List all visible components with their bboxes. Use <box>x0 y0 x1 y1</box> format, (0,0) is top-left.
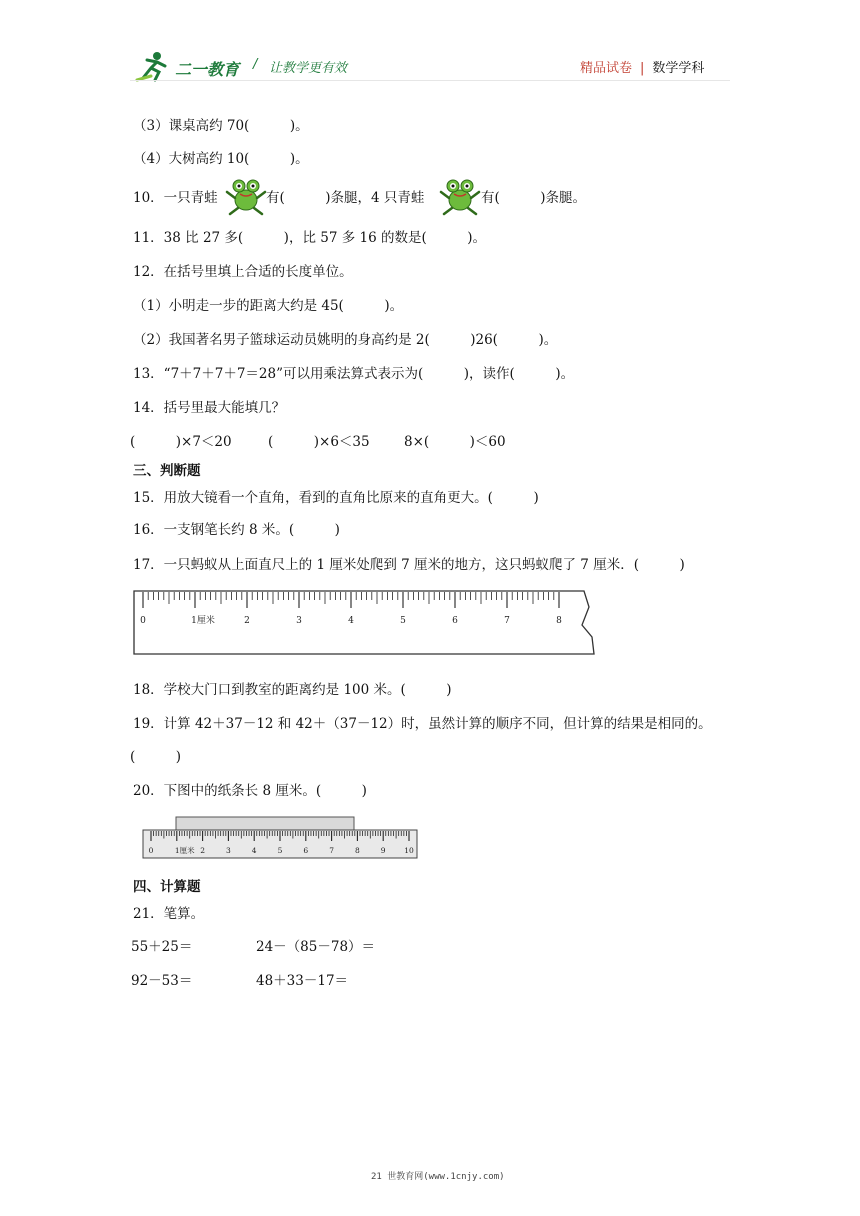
header-divider: | <box>640 61 645 76</box>
q19-answer: ( ) <box>130 749 182 765</box>
ruler-label: 7 <box>329 846 334 855</box>
ruler-label: 6 <box>452 616 458 626</box>
site-logo <box>135 48 385 84</box>
q13: 13．“7＋7＋7＋7＝28”可以用乘法算式表示为( )，读作( )。 <box>133 366 575 382</box>
slogan-divider: / <box>253 57 258 72</box>
calc-item: 55＋25＝ <box>131 939 193 955</box>
ruler-label: 3 <box>296 616 302 626</box>
ruler-label: 5 <box>277 846 283 855</box>
q14-blank-a: ( )×7＜20 <box>130 434 232 450</box>
ruler-label: 10 <box>404 846 414 855</box>
runner-logo-icon <box>135 50 175 82</box>
subject-label: 数学学科 <box>652 61 705 76</box>
q10-part-c: 有( )条腿。 <box>481 190 587 206</box>
ruler-label: 0 <box>140 616 146 626</box>
q9-item-3: （3）课桌高约 70( )。 <box>133 118 309 134</box>
q10-part-a: 10．一只青蛙 <box>133 190 218 206</box>
q14: 14．括号里最大能填几？ <box>133 400 286 416</box>
header-rule <box>130 80 730 81</box>
ruler-label: 2 <box>244 616 250 626</box>
q9-item-4: （4）大树高约 10( )。 <box>133 151 309 167</box>
ruler-label: 8 <box>556 616 562 626</box>
ruler-label: 1厘米 <box>191 616 215 626</box>
ruler-label: 4 <box>348 616 354 626</box>
q11: 11．38 比 27 多( )，比 57 多 16 的数是( )。 <box>133 230 486 246</box>
brand-label: 精品试卷 <box>580 61 633 76</box>
q12-item-2: （2）我国著名男子篮球运动员姚明的身高约是 2( )26( )。 <box>133 332 558 348</box>
q12: 12．在括号里填上合适的长度单位。 <box>133 264 353 280</box>
q12-item-1: （1）小明走一步的距离大约是 45( )。 <box>133 298 404 314</box>
frog-icon <box>224 174 268 216</box>
calc-item: 48＋33－17＝ <box>256 973 349 989</box>
q14-blank-c: 8×( )＜60 <box>404 434 506 450</box>
footer-source: 21 世教育网(www.1cnjy.com) <box>371 1172 505 1182</box>
strip-ruler-figure <box>142 815 420 860</box>
q15: 15．用放大镜看一个直角，看到的直角比原来的直角更大。( ) <box>133 490 539 506</box>
ruler-label: 4 <box>251 846 257 855</box>
ruler-label: 2 <box>200 846 205 855</box>
q20: 20．下图中的纸条长 8 厘米。( ) <box>133 783 367 799</box>
ruler-label: 6 <box>303 846 309 855</box>
ruler-label: 3 <box>226 846 231 855</box>
ruler-label: 0 <box>148 846 154 855</box>
section-title-judgement: 三、判断题 <box>133 463 201 479</box>
q21: 21．笔算。 <box>133 906 205 922</box>
q18: 18．学校大门口到教室的距离约是 100 米。( ) <box>133 682 452 698</box>
ruler-label: 7 <box>504 616 510 626</box>
slogan: 让教学更有效 <box>269 61 348 76</box>
ruler-label: 9 <box>380 846 386 855</box>
ruler-figure <box>133 589 598 656</box>
paper-strip <box>176 817 354 830</box>
q16: 16．一支钢笔长约 8 米。( ) <box>133 522 340 538</box>
q14-blank-b: ( )×6＜35 <box>268 434 370 450</box>
q19: 19．计算 42＋37－12 和 42＋（37－12）时，虽然计算的顺序不同，但计算的结果是相同的。 <box>133 716 712 732</box>
q17: 17．一只蚂蚁从上面直尺上的 1 厘米处爬到 7 厘米的地方，这只蚂蚁爬了 7 厘米．( ) <box>133 557 685 573</box>
ruler-label: 8 <box>355 846 360 855</box>
logo-text: 二一教育 <box>175 60 240 79</box>
ruler-label: 5 <box>400 616 406 626</box>
section-title-calculation: 四、计算题 <box>133 879 201 895</box>
q10-part-b: 有( )条腿，4 只青蛙 <box>266 190 425 206</box>
ruler-label: 1厘米 <box>174 846 195 855</box>
header-right <box>580 57 704 76</box>
frog-icon <box>438 174 482 216</box>
calc-item: 24－（85－78）＝ <box>256 939 376 955</box>
calc-item: 92－53＝ <box>131 973 193 989</box>
